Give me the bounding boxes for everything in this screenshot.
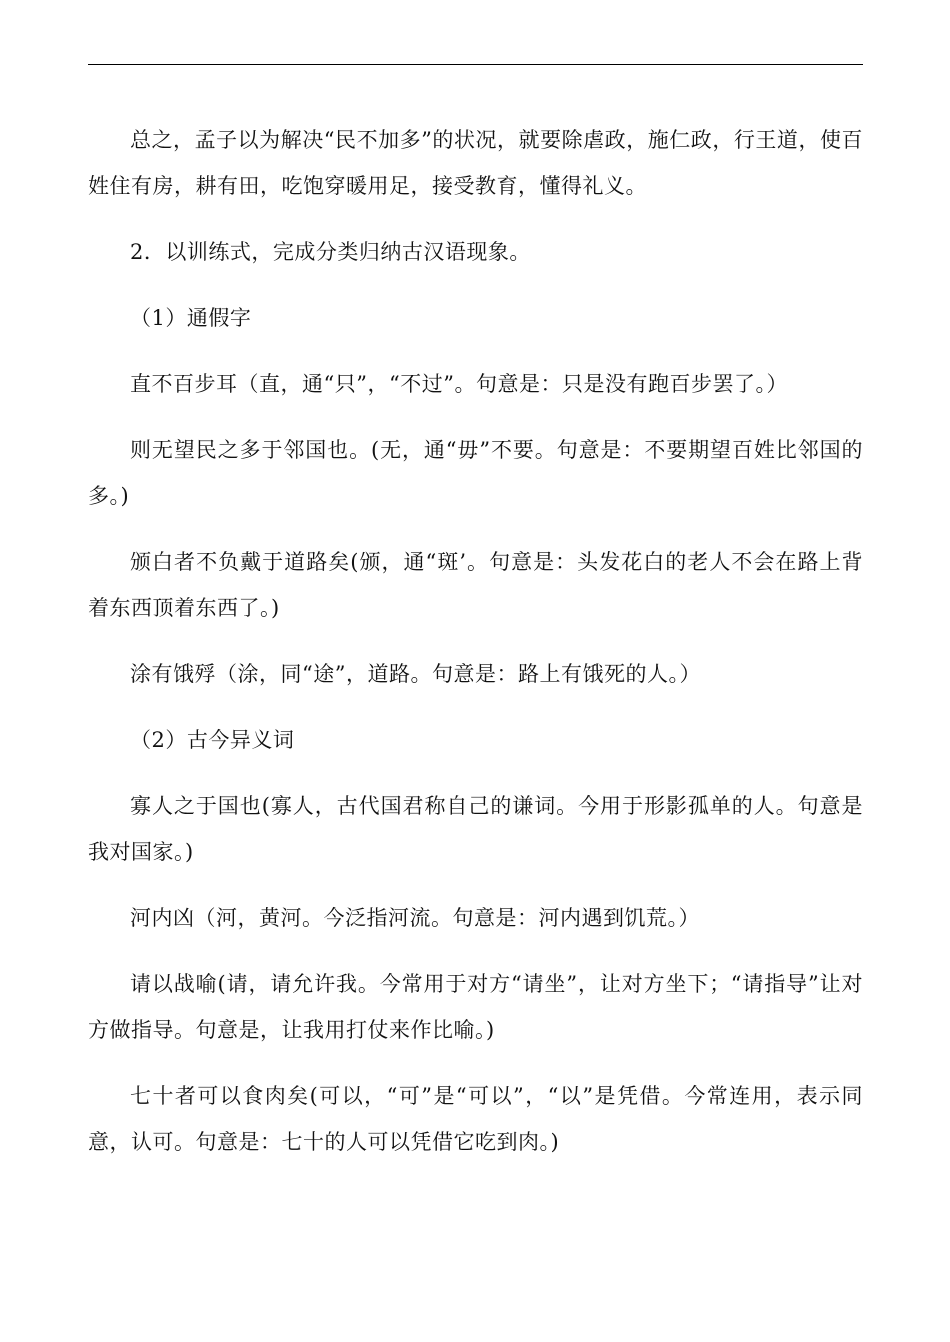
paragraph-example: 则无望民之多于邻国也。(无，通“毋”不要。句意是：不要期望百姓比邻国的多。): [88, 438, 863, 508]
paragraph-example: 七十者可以食肉矣(可以，“可”是“可以”，“以”是凭借。今常连用，表示同意，认可。句意是：七十的人可以凭借它吃到肉。): [88, 1084, 863, 1154]
section-heading-gujinyiyi: （2）古今异义词: [130, 728, 295, 752]
paragraph-example: 河内凶（河，黄河。今泛指河流。句意是：河内遇到饥荒。）: [130, 906, 700, 930]
paragraph-example: 请以战喻(请，请允许我。今常用于对方“请坐”，让对方坐下；“请指导”让对方做指导。句意是，让我用打仗来作比喻。): [88, 972, 863, 1042]
paragraph-example: 涂有饿殍（涂，同“途”，道路。句意是：路上有饿死的人。）: [130, 662, 701, 686]
section-heading-tongjiazi: （1）通假字: [130, 306, 252, 330]
paragraph-task-2: 2．以训练式，完成分类归纳古汉语现象。: [130, 240, 531, 264]
document-body: [88, 117, 863, 1185]
paragraph-example: 寡人之于国也(寡人，古代国君称自己的谦词。今用于形影孤单的人。句意是我对国家。): [88, 794, 863, 864]
paragraph-summary: 总之，孟子以为解决“民不加多”的状况，就要除虐政，施仁政，行王道，使百姓住有房，耕有田，吃饱穿暖用足，接受教育，懂得礼义。: [88, 128, 863, 198]
paragraph-example: 直不百步耳（直，通“只”，“不过”。句意是：只是没有跑百步罢了。）: [130, 372, 788, 396]
header-rule: [88, 64, 863, 65]
paragraph-example: 颁白者不负戴于道路矣(颁，通“斑’。句意是：头发花白的老人不会在路上背着东西顶着东西了。): [88, 550, 863, 620]
